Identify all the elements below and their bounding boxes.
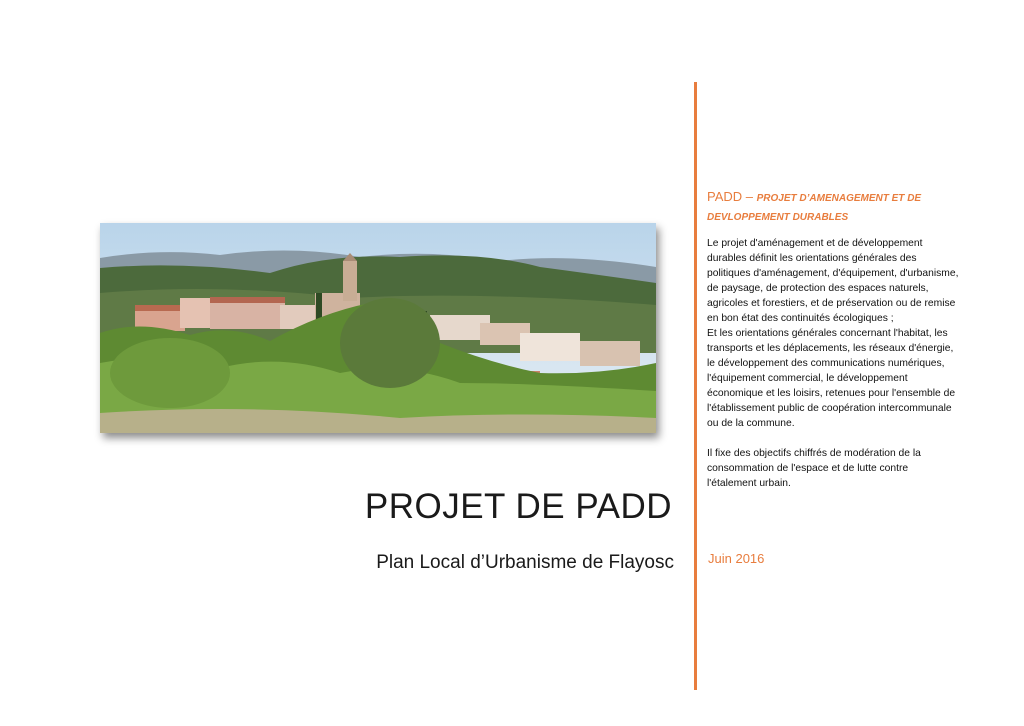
sidebar-paragraph-3: Il fixe des objectifs chiffrés de modération de la consommation de l'espace et de lutte contre l'étalement urbain. — [707, 448, 921, 489]
page-subtitle: Plan Local d’Urbanisme de Flayosc — [376, 552, 674, 573]
sidebar-heading — [707, 188, 957, 226]
village-photo-illustration — [100, 223, 656, 433]
sidebar-paragraph-2: Et les orientations générales concernant l'habitat, les transports et les déplacements, les réseaux d'énergie, le développement des communications numériques, l'équipement commercial, le développement économique et les loisirs, retenues pour l'ensemble de l'établissement public de coopération intercommunale ou de la commune. — [707, 328, 956, 429]
sidebar-body — [707, 236, 959, 491]
publication-date: Juin 2016 — [708, 551, 765, 566]
village-photo — [100, 223, 656, 433]
sidebar-heading-acronym: PADD — [707, 189, 743, 204]
sidebar-heading-full: PROJET D’AMENAGEMENT ET DE DEVLOPPEMENT DURABLES — [707, 193, 922, 223]
vertical-divider — [694, 82, 697, 690]
sidebar-heading-separator: – — [742, 189, 757, 204]
page-title: PROJET DE PADD — [364, 487, 672, 526]
sidebar-paragraph-1: Le projet d'aménagement et de développement durables définit les orientations générales des politiques d'aménagement, d'équipement, d'urbanisme, de paysage, de protection des espaces naturels, agricoles et forestiers, et de préservation ou de remise en bon état des continuités écologiques ; — [707, 238, 959, 324]
